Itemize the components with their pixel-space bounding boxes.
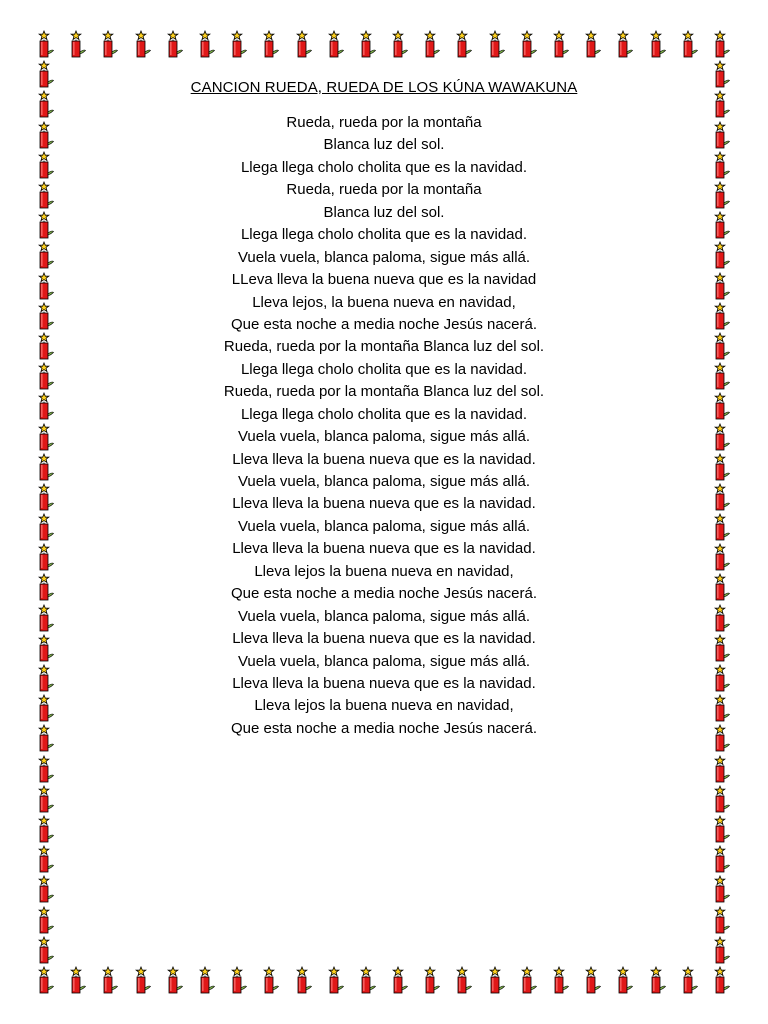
candle-icon bbox=[392, 30, 408, 58]
lyric-line: Vuela vuela, blanca paloma, sigue más allá. bbox=[237, 473, 531, 490]
lyric-line: Vuela vuela, blanca paloma, sigue más allá. bbox=[237, 517, 531, 535]
lyric-line: Lleva lleva la buena nueva que es la navidad. bbox=[232, 630, 536, 648]
candle-icon bbox=[38, 936, 54, 964]
candle-icon bbox=[650, 966, 666, 994]
candle-icon bbox=[714, 815, 730, 843]
lyric-line: LLeva lleva la buena nueva que es la navidad bbox=[231, 271, 537, 289]
lyric-line: Vuela vuela, blanca paloma, sigue más allá. bbox=[237, 652, 531, 670]
candle-icon bbox=[521, 30, 537, 58]
lyric-line: Lleva lleva la buena nueva que es la navidad. bbox=[232, 450, 536, 468]
candle-icon bbox=[167, 966, 183, 994]
candle-icon bbox=[553, 966, 569, 994]
candle-icon bbox=[714, 936, 730, 964]
candle-icon bbox=[38, 966, 54, 994]
candle-icon bbox=[489, 30, 505, 58]
candle-icon bbox=[70, 30, 86, 58]
candle-icon bbox=[360, 30, 376, 58]
candle-icon bbox=[682, 966, 698, 994]
lyric-line: Blanca luz del sol. bbox=[323, 203, 445, 221]
candle-icon bbox=[714, 845, 730, 873]
lyric-line: Vuela vuela, blanca paloma, sigue más allá. bbox=[237, 607, 531, 625]
candle-icon bbox=[199, 30, 215, 58]
lyric-line: Lleva lejos la buena nueva en navidad, bbox=[254, 697, 514, 715]
candle-icon bbox=[328, 30, 344, 58]
candle-icon bbox=[424, 966, 440, 994]
candle-icon bbox=[38, 845, 54, 873]
candle-icon bbox=[360, 966, 376, 994]
candle-icon bbox=[617, 30, 633, 58]
candle-icon bbox=[70, 966, 86, 994]
lyric-line: Blanca luz del sol. bbox=[323, 136, 445, 154]
lyrics-list bbox=[0, 112, 768, 740]
lyric-line: Que esta noche a media noche Jesús nacerá. bbox=[230, 315, 538, 333]
lyric-line: Que esta noche a media noche Jesús nacerá. bbox=[230, 585, 538, 603]
candle-icon bbox=[392, 966, 408, 994]
candle-icon bbox=[521, 966, 537, 994]
candle-icon bbox=[682, 30, 698, 58]
candle-icon bbox=[38, 30, 54, 58]
candle-icon bbox=[714, 30, 730, 58]
candle-icon bbox=[456, 30, 472, 58]
lyric-line: Lleva lleva la buena nueva que es la navidad. bbox=[232, 674, 536, 692]
lyric-line: Rueda, rueda por la montaña bbox=[286, 181, 482, 199]
candle-icon bbox=[714, 755, 730, 783]
lyric-line: Vuela vuela, blanca paloma, sigue más allá. bbox=[237, 428, 531, 446]
lyric-line: Llega llega cholo cholita que es la navidad. bbox=[240, 158, 528, 176]
candle-icon bbox=[553, 30, 569, 58]
candle-icon bbox=[714, 785, 730, 813]
lyric-line: Lleva lleva la buena nueva que es la navidad. bbox=[232, 495, 536, 513]
candle-icon bbox=[167, 30, 183, 58]
lyric-line: Vuela vuela, blanca paloma, sigue más allá. bbox=[237, 248, 531, 266]
candle-icon bbox=[714, 875, 730, 903]
lyric-line: Llega llega cholo cholita que es la navidad. bbox=[240, 360, 528, 378]
candle-icon bbox=[714, 906, 730, 934]
candle-icon bbox=[38, 815, 54, 843]
candle-icon bbox=[263, 966, 279, 994]
lyric-line: Llega llega cholo cholita que es la navidad. bbox=[240, 226, 528, 244]
candle-icon bbox=[102, 966, 118, 994]
lyric-line: Lleva lleva la buena nueva que es la navidad. bbox=[232, 540, 536, 558]
candle-icon bbox=[296, 30, 312, 58]
candle-icon bbox=[489, 966, 505, 994]
candle-icon bbox=[38, 785, 54, 813]
lyric-line: Lleva lejos, la buena nueva en navidad, bbox=[252, 293, 516, 311]
candle-icon bbox=[231, 966, 247, 994]
candle-icon bbox=[38, 875, 54, 903]
candle-icon bbox=[617, 966, 633, 994]
candle-icon bbox=[102, 30, 118, 58]
lyric-line: Rueda, rueda por la montaña Blanca luz del sol. bbox=[223, 383, 545, 401]
candle-icon bbox=[456, 966, 472, 994]
candle-icon bbox=[199, 966, 215, 994]
candle-icon bbox=[231, 30, 247, 58]
candle-icon bbox=[328, 966, 344, 994]
song-title: CANCION RUEDA, RUEDA DE LOS KÚNA WAWAKUNA bbox=[190, 79, 578, 96]
candle-icon bbox=[296, 966, 312, 994]
candle-icon bbox=[263, 30, 279, 58]
lyric-line: Rueda, rueda por la montaña Blanca luz del sol. bbox=[223, 338, 545, 356]
lyric-line: Que esta noche a media noche Jesús nacerá. bbox=[230, 719, 538, 737]
lyric-line: Llega llega cholo cholita que es la navidad. bbox=[240, 405, 528, 423]
candle-icon bbox=[38, 755, 54, 783]
lyric-line: Lleva lejos la buena nueva en navidad, bbox=[254, 562, 514, 580]
candle-icon bbox=[714, 966, 730, 994]
candle-icon bbox=[38, 906, 54, 934]
candle-icon bbox=[585, 966, 601, 994]
candle-icon bbox=[135, 30, 151, 58]
candle-icon bbox=[424, 30, 440, 58]
candle-icon bbox=[585, 30, 601, 58]
candle-icon bbox=[650, 30, 666, 58]
lyric-line: Rueda, rueda por la montaña bbox=[286, 114, 482, 131]
candle-icon bbox=[135, 966, 151, 994]
